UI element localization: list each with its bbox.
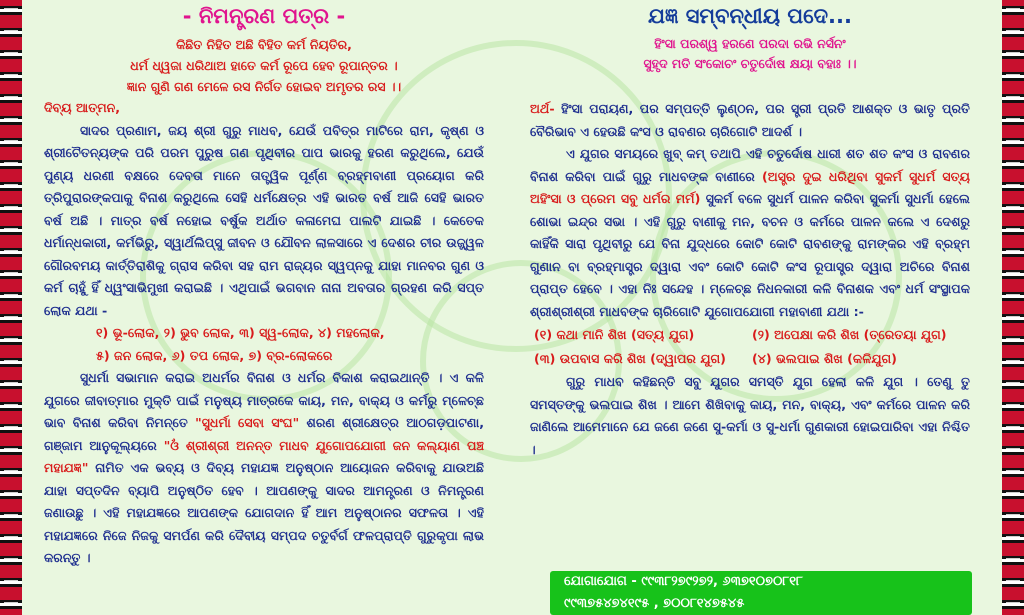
contact-box: [550, 571, 972, 615]
invitation-paragraph: ସାଦର ପ୍ରଣାମ, ଜୟ ଶ୍ରୀ ଗୁରୁ ମାଧବ, ଯେଉଁ ପବିତ୍ର ମାଟିରେ ରାମ, କୃଷ୍ଣ ଓ ଶ୍ରୀଚୈତନ୍ୟଙ୍କ ପରି ପରମ ପୁରୁଷ ଗଣ ପୃଥିବୀର ପାପ ଭାରକୁ ହରଣ କରୁଥିଲେ, ଯେଉଁ ପୁଣ୍ୟ ଧରଣୀ ବକ୍ଷରେ ଦେବତା ମାନେ ତାତ୍ତ୍ୱିକ ପୂର୍ଣ୍ଣ ବ୍ରହ୍ମବାଣୀ ପ୍ରୟୋଗ କରି ତ୍ରିପୁରାରଙ୍କପାକୁ ବିନାଶ କରୁଥିଲେ ସେହି ଧର୍ମକ୍ଷେତ୍ର ଏହି ଭାରତ ବର୍ଷ ଆଜି ସେହି ଭାରତ ବର୍ଷ ଅଛି । ମାତ୍ର ବର୍ଷ ନହୋଇ ବର୍ଷୁକ ଅର୍ଥାତ କଳାମେଘ ପାଲଟି ଯାଇଛି । କେତେକ ଧର୍ମାନ୍ଧକାରୀ, କର୍ମଭିରୁ, ସ୍ୱାର୍ଥଲିପ୍ସୁ ଜୀବନ ଓ ଯୌବନ ଲାଳସାରେ ଏ ଦେଶର ଚୀର ଉଜ୍ଜ୍ୱଳ ଗୌରବମୟ କାର୍ତ୍ତିରାଶିକୁ ଗ୍ରାସ କରିବା ସହ ରାମ ରାଜ୍ୟର ସ୍ୱପ୍ନକୁ ଯାହା ମାନବର ଗୁଣ ଓ କର୍ମ ଚାହୁଁ ହିଁ ଧ୍ୱଂସାଭିମୁଖୀ କରାଇଛି । ଏଥିପାଇଁ ଭଗବାନ ନାନା ଅବତାର ଗ୍ରହଣ କରି ସପ୍ତ ଲୋକ ଯଥା -: [44, 122, 484, 318]
invitation-title: - ନିମନ୍ତ୍ରଣ ପତ୍ର -: [182, 4, 346, 28]
paragraph-text: ଏ ଯୁଗର ସମୟରେ ଖୁବ୍ କମ୍ ତଥାପି ଏହି ଚତୁର୍ଦୋଷ ଧାରୀ ଶତ ଶତ କଂସ ଓ ରାବଣର ବିନାଶ କରିବା ପାଇଁ ଗୁରୁ ମାଧବଙ୍କ ବାଣୀରେ: [530, 146, 970, 184]
yajna-paragraph: [530, 143, 970, 323]
verse-line: ଧର୍ମ ଧ୍ୱଜା ଧରିଥାଅ ହାତେ କର୍ମ ରୂପେ ହେବ ରୂପାନ୍ତର ।: [130, 58, 398, 73]
lokas-list: [44, 322, 484, 367]
yajna-title: ଯଜ୍ଞ ସମ୍ବନ୍ଧୀୟ ପଦେ...: [648, 4, 852, 28]
loka-line: ୧) ଭୂ-ଲୋକ, ୨) ଭୁବ ଲୋକ, ୩) ସ୍ୱ-ଲୋକ, ୪) ମହଲୋକ,: [96, 325, 385, 340]
yuga-item: (୨) ଅପେକ୍ଷା କରି ଶିଖ (ତ୍ରେତୟା ଯୁଗ): [752, 327, 947, 342]
loka-line: ୫) ଜନ ଲୋକ, ୬) ତପ ଲୋକ, ୭) ବ୍ର-ଲୋକରେ: [96, 347, 333, 363]
verse-line: କିଛିତ ନିହିତ ଅଛି ବିହିତ କର୍ମ ନିୟତିର,: [176, 37, 352, 52]
yuga-teachings: [534, 323, 970, 371]
yuga-item: (୩) ଉପବାସ କରି ଶିଖ (ଦ୍ୱାପର ଯୁଗ): [534, 351, 726, 366]
verse-line: ସୁହୃଦ ମତି ସଂକୋଚଂ ଚତୁର୍ଦୋଷ କ୍ଷୟା ବହାଃ ।।: [643, 56, 857, 71]
contact-line: ଯୋଗାଯୋଗ - ୯୯୩୮୨୭୯୨୭୨, ୬୩୭୧୦୭୦୮୧୮: [564, 574, 803, 589]
paragraph-text: ନାମିତ ଏକ ଭବ୍ୟ ଓ ଦିବ୍ୟ ମହାଯଜ୍ଞ ଅନୁଷ୍ଠାନ ଆୟୋଜନ କରିବାକୁ ଯାଉଅଛି ଯାହା ସପ୍ତଦିନ ବ୍ୟାପି ଅନୁଷ୍ଠିତ ହେବ । ଆପଣଙ୍କୁ ସାଦର ଆମନ୍ତ୍ରଣ ଓ ନିମନ୍ତ୍ରଣ ଜଣାଉଛୁ । ଏହି ମହାଯଜ୍ଞରେ ଆପଣଙ୍କ ଯୋଗଦାନ ହିଁ ଆମ ଅନୁଷ୍ଠାନର ସଫଳତା । ଏହି ମହାଯଜ୍ଞରେ ନିଜେ ନିଜକୁ ସମର୍ପଣ କରି ଦୈବୀୟ ସମ୍ପଦ ଚତୁର୍ବର୍ଗ ଫଳପ୍ରାପ୍ତି ଗୁରୁକୃପା ଲାଭ କରନ୍ତୁ ।: [44, 460, 484, 565]
left-decorative-border: [0, 0, 22, 615]
yuga-item: (୪) ଭଲପାଇ ଶିଖ (କଳିଯୁଗ): [752, 351, 897, 366]
verse-line: ଜ୍ଞାନ ଗୁଣି ଗଣ ମେଳେ ରସ ନିର୍ଗତ ହୋଇବ ଅମୃତର ରସ ।।: [126, 79, 402, 94]
paragraph-text: ସୁକର୍ମ ବଳେ ସୁଧର୍ମ ପାଳନ କରିବା ସୁକର୍ମା ସୁଧର୍ମା ହେଲେ ଶୋଭା ଇନ୍ଦ୍ର ସଭା । ଏହି ଗୁରୁ ବାଣୀକୁ ମନ, ବଚନ ଓ କର୍ମରେ ପାଳନ କଲେ ଏ ଦେଶରୁ କାହିଁକି ସାରା ପୃଥିବୀରୁ ଯେ ବିନା ଯୁଦ୍ଧରେ କୋଟି କୋଟି ରାବଣଙ୍କୁ ରାମଙ୍କର ଏହି ବ୍ରହ୍ମ ଗୁଣାନ ବା ବ୍ରହ୍ମାସ୍ତ୍ର ଦ୍ୱାରା ଏବଂ କୋଟି କୋଟି କଂସ ରୂପାସ୍ତ୍ର ଦ୍ୱାରା ଅଚିରେ ବିନାଶ ପ୍ରାପ୍ତ ହେବେ । ଏହା ନିଃ ସନ୍ଦେହ । ମ୍ଳେଚ୍ଛ ନିଧନକାରୀ କଳି ବିନାଶକ ଏବଂ ଧର୍ମ ସଂସ୍ଥାପକ ଶ୍ରୀଶ୍ରୀଶ୍ରୀ ମାଧବଙ୍କ ଚାରିଗୋଟି ଯୁଗୋପଯୋଗୀ ମହାବାଣୀ ଯଥା :-: [530, 191, 970, 319]
invitation-column: [44, 0, 484, 615]
invitation-paragraph: [44, 367, 484, 570]
organization-name: "ସୁଧର୍ମା ସେବା ସଂଘ": [195, 415, 300, 430]
invitation-verse: [44, 34, 484, 97]
paragraph-text: ଶରଣ ଶ୍ରୀକ୍ଷେତ୍ର ଆଠଗଡ଼ପାଟଣା, ଗଞ୍ଜାମ ଆନୁକୂଲ୍ୟରେ: [44, 415, 484, 453]
sanskrit-verse: [530, 34, 970, 74]
meaning-text: ହିଂସା ପରାୟଣ, ପର ସମ୍ପତ୍ତି ଲୁଣ୍ଠନ, ପର ସ୍ତ୍ରୀ ପ୍ରତି ଆଶକ୍ତ ଓ ଭାତୃ ପ୍ରତି ବୈରିଭାବ ଏ ହେଉଛି କଂସ ଓ ରାବଣର ଚାରିଗୋଟି ଆଦର୍ଶ ।: [530, 101, 970, 139]
yajna-name: "ଓଁ ଶ୍ରୀଶ୍ରୀ ଅନନ୍ତ ମାଧବ ଯୁଗୋପଯୋଗୀ ଜନ କଲ୍ୟାଣ ପଞ୍ଚ ମହାଯଜ୍ଞ": [44, 437, 484, 475]
yajna-paragraph: ଗୁରୁ ମାଧବ କହିଛନ୍ତି ସବୁ ଯୁଗର ସମସ୍ତି ଯୁଗ ହେଲା କଳି ଯୁଗ । ତେଣୁ ତୁ ସମସ୍ତଙ୍କୁ ଭଲପାଇ ଶିଖ । ଆମେ ଶିଖିବାକୁ କାୟ, ମନ, ବାକ୍ୟ, ଏବଂ କର୍ମରେ ପାଳନ କରି ଜାଣିଲେ ଆମେମାନେ ଯେ ଜଣେ ଜଣେ ସୁ-କର୍ମା ଓ ସୁ-ଧର୍ମା ଗୁଣକାରୀ ହୋଇପାରିବା ଏହା ନିଶ୍ଚିତ ।: [530, 374, 970, 457]
meaning-label: ଅର୍ଥ-: [530, 101, 555, 116]
right-decorative-border: [1002, 0, 1024, 615]
greeting: ଦିବ୍ୟ ଆତ୍ମନ,: [44, 100, 121, 115]
yajna-column: [530, 0, 970, 615]
guru-quote: (ଅସ୍ତ୍ର ଦୁଇ ଧରିଥିବା ସୁକର୍ମ ସୁଧର୍ମ ସତ୍ୟ ଅହିଂସା ଓ ପ୍ରେମ ସବୁ ଧର୍ମର ମର୍ମ): [530, 168, 970, 206]
contact-line: ୯୯୩୭୫୪୭୪୧୯୫ , ୭୦୦୮୧୪୭୫୪୫: [564, 596, 745, 611]
yuga-item: (୧) କଥା ମାନି ଶିଖ (ସତ୍ୟ ଯୁଗ): [534, 327, 695, 342]
meaning-paragraph: [530, 98, 970, 143]
verse-line: ହିଂସା ପରଶ୍ୱ ହରଣେ ପରଦା ରଭି ନର୍ସନଂ: [654, 36, 846, 51]
paragraph-text: ସୁଧର୍ମା ସଭାମାନ କରାଇ ଅଧର୍ମର ବିନାଶ ଓ ଧର୍ମର ବିକାଶ କରାଇଥାନ୍ତି । ଏ କଳି ଯୁଗରେ ଜୀବାତ୍ମାର ମୁକ୍ତି ପାଇଁ ମନୁଷ୍ୟ ମାତ୍ରକେ କାୟ, ମନ, ବାକ୍ୟ ଓ କର୍ମରୁ ମ୍ଳେଚ୍ଛ ଭାବ ବିନାଶ କରିବା ନିମନ୍ତେ: [44, 370, 484, 430]
